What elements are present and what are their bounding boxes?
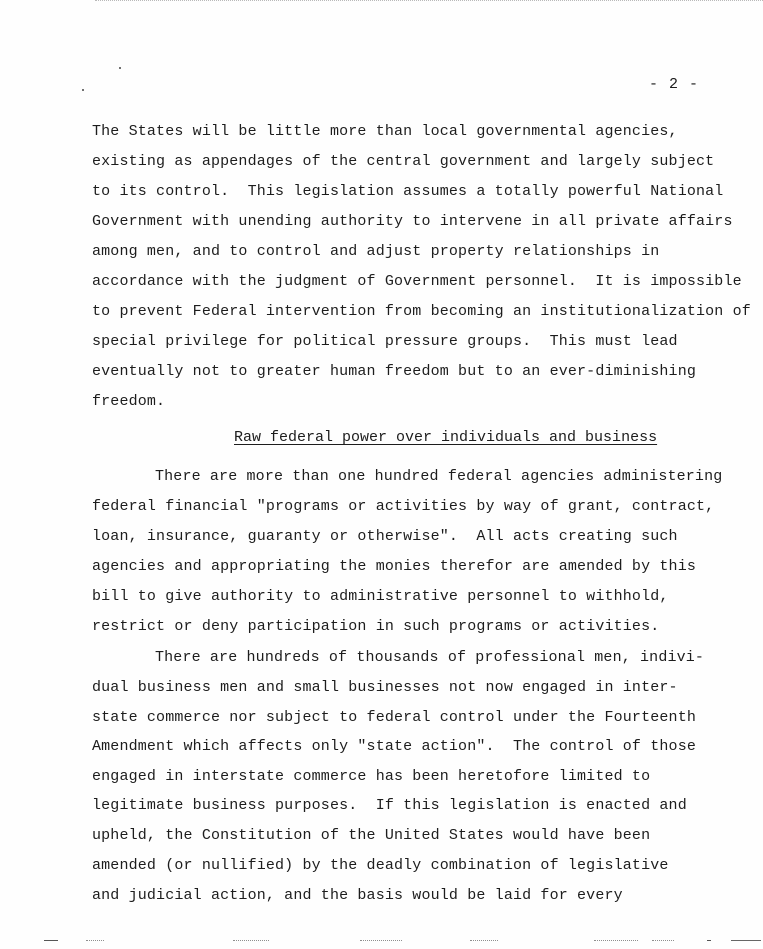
paragraph-2-line: bill to give authority to administrative personnel to withhold, — [92, 588, 669, 605]
paragraph-1-line: existing as appendages of the central government and largely subject — [92, 153, 715, 170]
paragraph-3-line: dual business men and small businesses not now engaged in inter- — [92, 679, 678, 696]
scan-bottom-edge — [0, 938, 763, 946]
paragraph-1-line: to prevent Federal intervention from becoming an institutionalization of — [92, 303, 751, 320]
section-heading: Raw federal power over individuals and business — [234, 429, 658, 446]
paragraph-2-line: restrict or deny participation in such programs or activities. — [92, 618, 660, 635]
paragraph-1-line: Government with unending authority to intervene in all private affairs — [92, 213, 733, 230]
paragraph-3-line: There are hundreds of thousands of professional men, indivi- — [155, 649, 705, 666]
paragraph-3-line: amended (or nullified) by the deadly combination of legislative — [92, 857, 669, 874]
paragraph-2-line: federal financial "programs or activities by way of grant, contract, — [92, 498, 715, 515]
paragraph-1-line: to its control. This legislation assumes a totally powerful National — [92, 183, 724, 200]
paragraph-1-line: special privilege for political pressure groups. This must lead — [92, 333, 678, 350]
paragraph-1-line: freedom. — [92, 393, 166, 410]
paragraph-1-line: eventually not to greater human freedom but to an ever-diminishing — [92, 363, 696, 380]
paragraph-2-line: agencies and appropriating the monies therefor are amended by this — [92, 558, 696, 575]
paragraph-3-line: Amendment which affects only "state action". The control of those — [92, 738, 696, 755]
scan-speck — [119, 67, 121, 69]
scan-speck — [82, 89, 84, 91]
paragraph-2-line: There are more than one hundred federal agencies administering — [155, 468, 723, 485]
paragraph-3-line: upheld, the Constitution of the United States would have been — [92, 827, 651, 844]
paragraph-3-line: state commerce nor subject to federal control under the Fourteenth — [92, 709, 696, 726]
paragraph-3-line: engaged in interstate commerce has been heretofore limited to — [92, 768, 651, 785]
paragraph-3-line: and judicial action, and the basis would be laid for every — [92, 887, 623, 904]
paragraph-2-line: loan, insurance, guaranty or otherwise". All acts creating such — [92, 528, 678, 545]
page-number: - 2 - — [649, 76, 700, 93]
paragraph-1-line: accordance with the judgment of Government personnel. It is impossible — [92, 273, 742, 290]
paragraph-3-line: legitimate business purposes. If this legislation is enacted and — [92, 797, 687, 814]
paragraph-1-line: among men, and to control and adjust property relationships in — [92, 243, 660, 260]
scan-top-edge — [95, 0, 763, 5]
paragraph-1-line: The States will be little more than local governmental agencies, — [92, 123, 678, 140]
